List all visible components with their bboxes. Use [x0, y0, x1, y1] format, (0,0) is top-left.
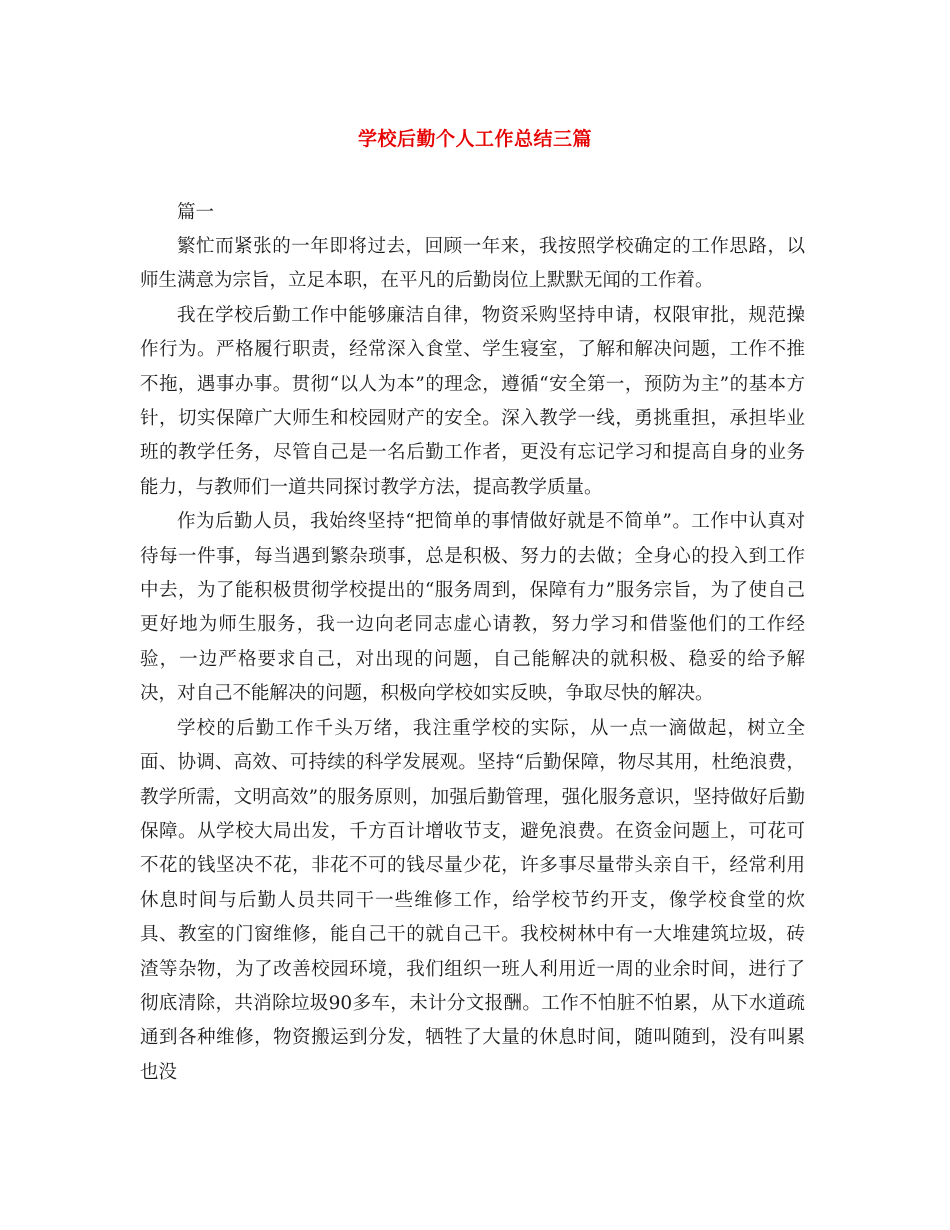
paragraph-1: 繁忙而紧张的一年即将过去，回顾一年来，我按照学校确定的工作思路，以师生满意为宗旨，立足本职，在平凡的后勤岗位上默默无闻的工作着。 — [140, 236, 805, 292]
document-body — [140, 196, 805, 1090]
document-title: 学校后勤个人工作总结三篇 — [357, 128, 592, 150]
section-heading: 篇一 — [177, 202, 215, 223]
paragraph-4: 学校的后勤工作千头万绪，我注重学校的实际，从一点一滴做起，树立全面、协调、高效、可持续的科学发展观。坚持“后勤保障，物尽其用，杜绝浪费，教学所需，文明高效”的服务原则，加强后勤管理，强化服务意识，坚持做好后勤保障。从学校大局出发，千方百计增收节支，避免浪费。在资金问题上，可花可不花的钱坚决不花，非花不可的钱尽量少花，许多事尽量带头亲自干，经常利用休息时间与后勤人员共同干一些维修工作，给学校节约开支，像学校食堂的炊具、教室的门窗维修，能自己干的就自己干。我校树林中有一大堆建筑垃圾，砖渣等杂物，为了改善校园环境，我们组织一班人利用近一周的业余时间，进行了彻底清除，共消除垃圾90多车，未计分文报酬。工作不怕脏不怕累，从下水道疏通到各种维修，物资搬运到分发，牺牲了大量的休息时间，随叫随到，没有叫累也没 — [140, 717, 805, 1083]
paragraph-3: 作为后勤人员，我始终坚持“把简单的事情做好就是不简单”。工作中认真对待每一件事，每当遇到繁杂琐事，总是积极、努力的去做；全身心的投入到工作中去，为了能积极贯彻学校提出的“服务周到，保障有力”服务宗旨，为了使自己更好地为师生服务，我一边向老同志虚心请教，努力学习和借鉴他们的工作经验，一边严格要求自己，对出现的问题，自己能解决的就积极、稳妥的给予解决，对自己不能解决的问题，积极向学校如实反映，争取尽快的解决。 — [140, 511, 805, 705]
paragraph-2: 我在学校后勤工作中能够廉洁自律，物资采购坚持申请，权限审批，规范操作行为。严格履行职责，经常深入食堂、学生寝室，了解和解决问题，工作不推不拖，遇事办事。贯彻“以人为本”的理念，遵循“安全第一，预防为主”的基本方针，切实保障广大师生和校园财产的安全。深入教学一线，勇挑重担，承担毕业班的教学任务，尽管自己是一名后勤工作者，更没有忘记学习和提高自身的业务能力，与教师们一道共同探讨教学方法，提高教学质量。 — [140, 304, 805, 498]
